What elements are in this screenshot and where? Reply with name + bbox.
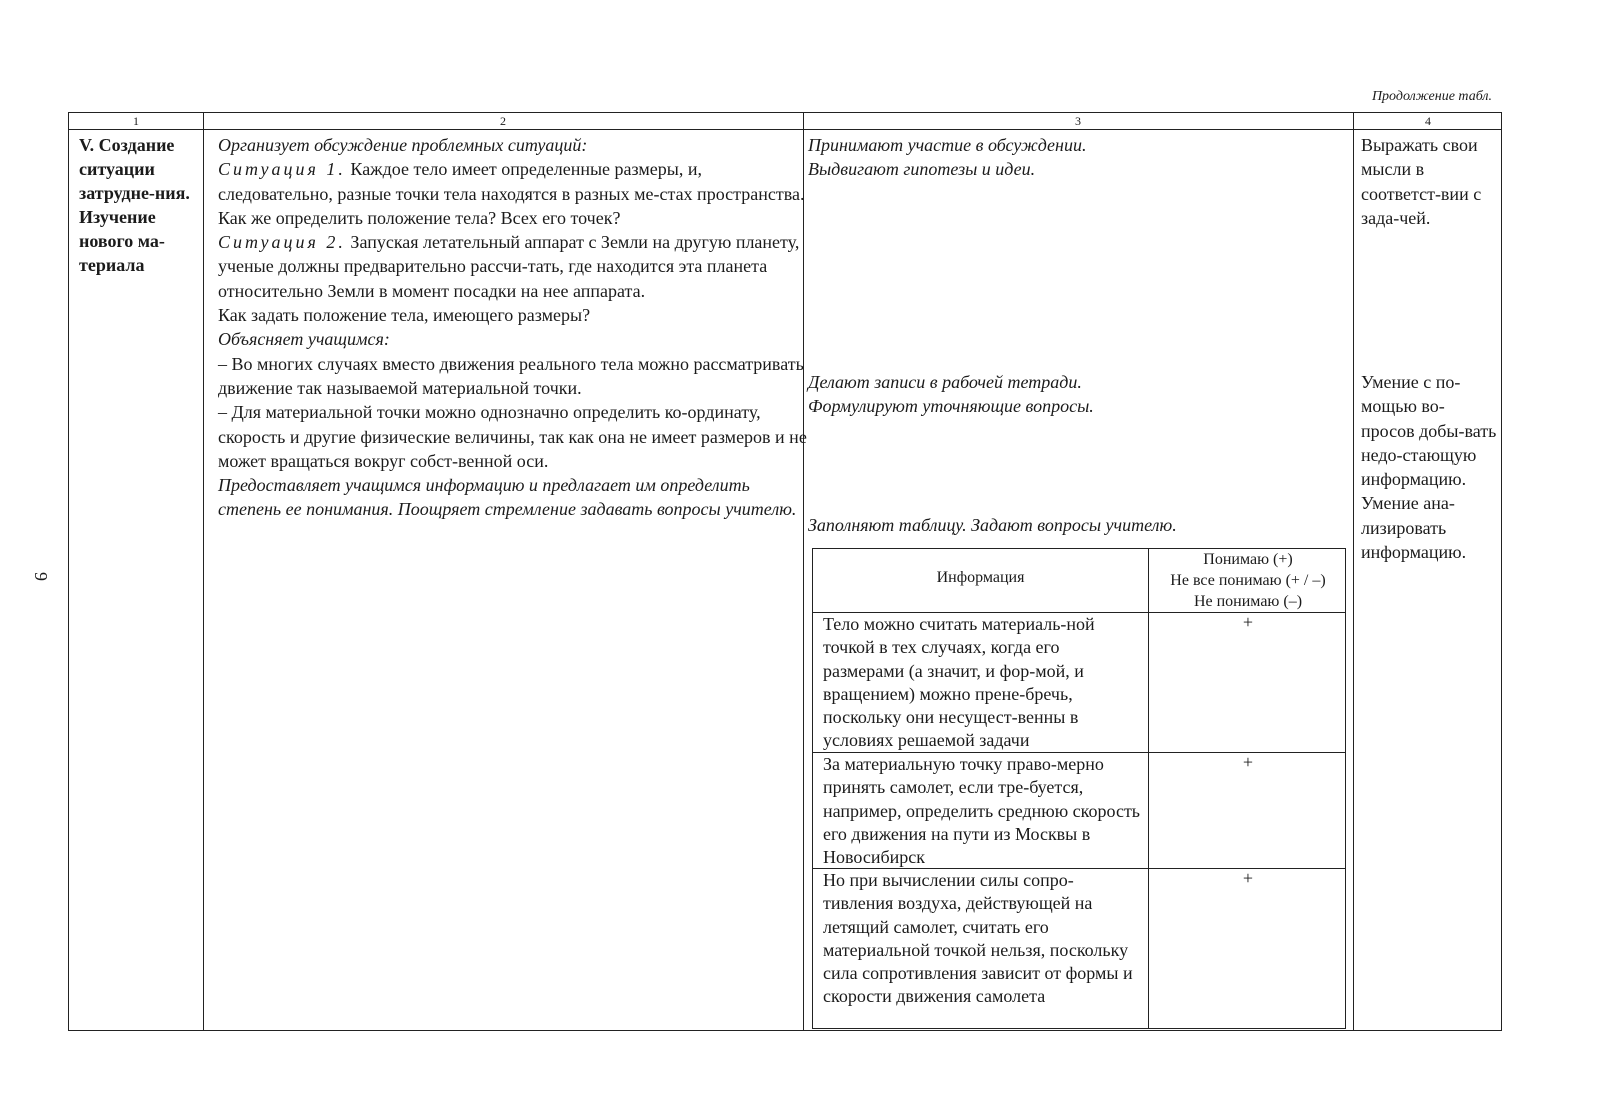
student-activity-b: [808, 370, 1348, 419]
inner-row-3-mark: +: [1242, 868, 1254, 888]
explains-label: Объясняет учащимся:: [218, 329, 390, 350]
header-understand: Понимаю (+): [1203, 551, 1293, 568]
column-number-2: 2: [500, 114, 506, 128]
situation-1: [218, 157, 808, 206]
student-activity-a2: Выдвигают гипотезы и идеи.: [808, 159, 1036, 180]
continuation-label: Продолжение табл.: [1371, 89, 1492, 104]
provides-info: Предоставляет учащимся информацию и предлагает им определить степень ее понимания. Поощряет стремление задавать вопросы учителю.: [218, 475, 797, 520]
student-activity-c: [808, 513, 1348, 537]
teacher-activity: [218, 133, 808, 522]
student-activity-b2: Формулируют уточняющие вопросы.: [808, 396, 1094, 417]
explanation-2: – Для материальной точки можно однозначно определить ко-ординату, скорость и другие физические величины, так как она не имеет размеров и не может вращаться вокруг собст-венной оси.: [218, 402, 807, 471]
skills-2: [1361, 370, 1497, 564]
column-number-4: 4: [1425, 114, 1431, 128]
lesson-table: [68, 112, 1502, 1031]
inner-row-2-mark: +: [1242, 752, 1254, 772]
header-not-understand: Не понимаю (–): [1193, 593, 1303, 610]
inner-row-2-text: За материальную точку право-мерно принять самолет, если тре-буется, например, определить среднюю скорость его движения на пути из Москвы в Новосибирск: [823, 754, 1141, 868]
inner-row-3-text: Но при вычислении силы сопро-тивления воздуха, действующей на летящий самолет, считать его материальной точкой нельзя, поскольку сила сопротивления зависит от формы и скорости движения самолета: [823, 870, 1133, 1007]
inner-row-1-mark: +: [1242, 612, 1254, 632]
situation-2: [218, 230, 808, 303]
situation-1-label: Ситуация 1.: [218, 159, 346, 180]
header-understanding: [1149, 549, 1347, 612]
column-number-3: 3: [1075, 114, 1081, 128]
skills-3-text: Умение ана-лизировать информацию.: [1361, 493, 1467, 563]
situation-1-text: Каждое тело имеет определенные размеры, и, следовательно, разные точки тела находятся в разных ме-стах пространства.: [218, 159, 805, 204]
skills-1: Выражать свои мысли в соответст-вии с зада-чей.: [1361, 135, 1482, 228]
column-number-1: 1: [133, 114, 139, 128]
question-2: Как задать положение тела, имеющего размеры?: [218, 305, 591, 326]
lesson-stage: V. Создание ситуации затрудне-ния. Изучение нового ма-териала: [79, 135, 190, 275]
column-divider: [1353, 113, 1354, 1030]
student-activity-b1: Делают записи в рабочей тетради.: [808, 372, 1082, 392]
question-1: Как же определить положение тела? Всех его точек?: [218, 207, 621, 228]
header-partly-understand: Не все понимаю (+ / –): [1170, 572, 1326, 589]
header-divider: [69, 129, 1501, 130]
teacher-intro: Организует обсуждение проблемных ситуаций:: [218, 135, 588, 155]
explanation-1: – Во многих случаях вместо движения реального тела можно рассматривать движение так называемой материальной точки.: [218, 353, 804, 398]
student-activity: [808, 133, 1348, 182]
student-activity-c1: Заполняют таблицу. Задают вопросы учителю.: [808, 515, 1177, 535]
column-divider: [203, 113, 204, 1030]
page-number: 9: [31, 572, 51, 581]
situation-2-text: Запуская летательный аппарат с Земли на другую планету, ученые должны предварительно рассчи-тать, где находится эта планета относительно Земли в момент посадки на нее аппарата.: [218, 232, 800, 301]
inner-row-1-text: Тело можно считать материаль-ной точкой в тех случаях, когда его размерами (а значит, и фор-мой, и вращением) можно прене-бречь, поскольку они несущест-венны в условиях решаемой задачи: [823, 614, 1095, 751]
header-information: Информация: [936, 569, 1025, 586]
skills-2-text: Умение с по-мощью во-просов добы-вать недо-стающую информацию.: [1361, 372, 1497, 490]
understanding-table: [812, 548, 1346, 1029]
student-activity-a1: Принимают участие в обсуждении.: [808, 135, 1087, 155]
situation-2-label: Ситуация 2.: [218, 232, 346, 253]
